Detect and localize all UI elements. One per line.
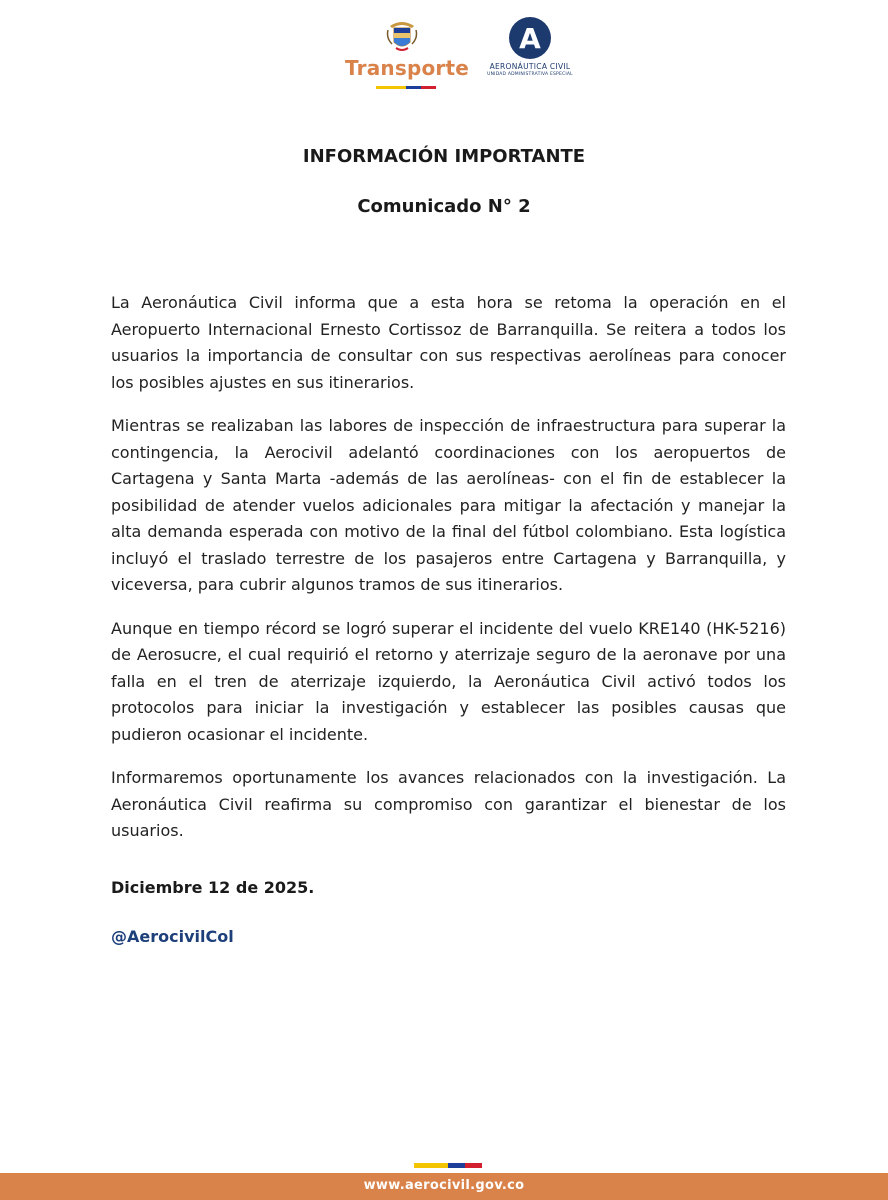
transporte-logo	[344, 14, 470, 94]
flag-blue	[406, 86, 421, 89]
aero-logo-letter: A	[519, 22, 541, 55]
transporte-logo-text: Transporte	[345, 56, 469, 80]
footer-bar	[0, 1173, 888, 1200]
paragraph-4: Informaremos oportunamente los avances relacionados con la investigación. La Aeronáutica Civil reafirma su compromiso con garantizar el bienestar de los usuarios.	[111, 768, 786, 840]
footer-flag-red	[465, 1163, 482, 1168]
paragraph-1: La Aeronáutica Civil informa que a esta hora se retoma la operación en el Aeropuerto Internacional Ernesto Cortissoz de Barranquilla. Se reitera a todos los usuarios la importancia de consultar con sus respectivas aerolíneas para conocer los posibles ajustes en sus itinerarios.	[111, 293, 786, 392]
footer-flag-blue	[448, 1163, 465, 1168]
colombia-crest-icon	[386, 16, 418, 54]
page-title: INFORMACIÓN IMPORTANTE	[302, 146, 586, 167]
footer-flag-stripe	[414, 1163, 482, 1168]
flag-red	[421, 86, 436, 89]
flag-stripe	[376, 86, 436, 89]
paragraph-3: Aunque en tiempo récord se logró superar el incidente del vuelo KRE140 (HK-5216) de Aerosucre, el cual requirió el retorno y aterrizaje seguro de la aeronave por una falla en el tren de aterrizaje izquierdo, la Aeronáutica Civil activó todos los protocolos para iniciar la investigación y establecer las posibles causas que pudieron ocasionar el incidente.	[111, 618, 786, 744]
twitter-handle[interactable]: @AerocivilCol	[111, 927, 234, 946]
communique-date: Diciembre 12 de 2025.	[111, 878, 315, 897]
aeronautica-a-icon	[508, 16, 552, 60]
communique-number: Comunicado N° 2	[357, 196, 531, 217]
footer-flag-yellow	[414, 1163, 448, 1168]
paragraph-2: Mientras se realizaban las labores de inspección de infraestructura para superar la contingencia, la Aerocivil adelantó coordinaciones con los aeropuertos de Cartagena y Santa Marta -además de las aerolíneas- con el fin de establecer la posibilidad de atender vuelos adicionales para mitigar la afectación y manejar la alta demanda esperada con motivo de la final del fútbol colombiano. Esta logística incluyó el traslado terrestre de los pasajeros entre Cartagena y Barranquilla, y viceversa, para cubrir algunos tramos de sus itinerarios.	[111, 416, 786, 594]
flag-yellow	[376, 86, 406, 89]
communique-body	[111, 290, 786, 862]
aeronautica-civil-logo	[480, 14, 580, 94]
aero-logo-title: AERONÁUTICA CIVIL	[489, 62, 571, 71]
header	[0, 14, 888, 94]
footer-website-link[interactable]: www.aerocivil.gov.co	[363, 1178, 525, 1193]
aero-logo-subtitle: UNIDAD ADMINISTRATIVA ESPECIAL	[487, 72, 573, 77]
